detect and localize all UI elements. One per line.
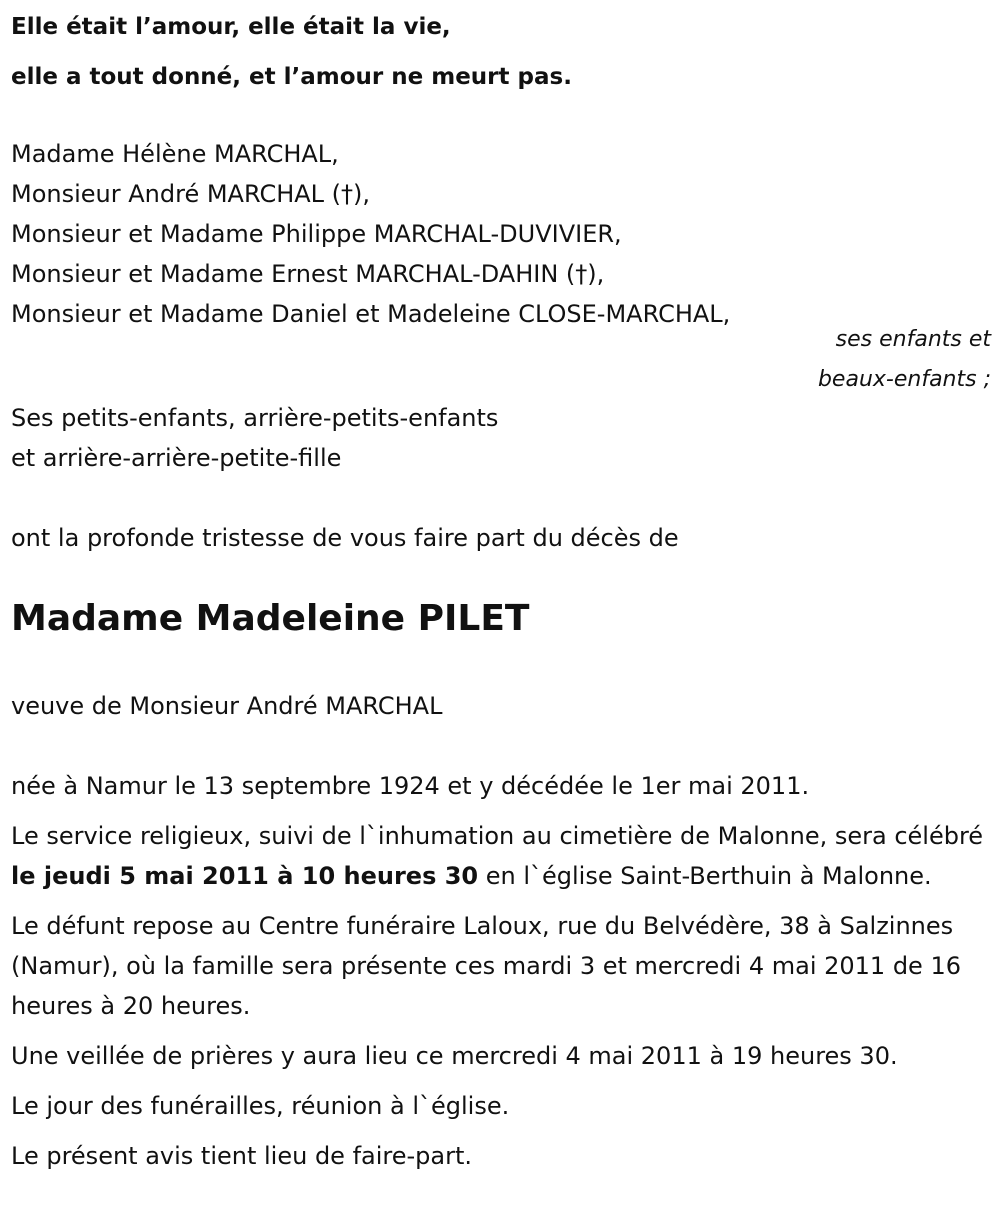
family-member: Monsieur et Madame Ernest MARCHAL-DAHIN (†), (11, 260, 605, 288)
family-member: Madame Hélène MARCHAL, (11, 140, 339, 168)
family-member: Monsieur et Madame Daniel et Madeleine CLOSE-MARCHAL, (11, 300, 731, 328)
grandchildren (11, 398, 498, 478)
grandchildren-line: Ses petits-enfants, arrière-petits-enfants (11, 404, 499, 432)
meeting-info: Le jour des funérailles, réunion à l`église. (11, 1092, 510, 1120)
viewing-info: Le défunt repose au Centre funéraire Laloux, rue du Belvédère, 38 à Salzinnes (Namur), où la famille sera présente ces mardi 3 et mercredi 4 mai 2011 de 16 heures à 20 heures. (11, 912, 961, 1020)
service-text: en l`église Saint-Berthuin à Malonne. (478, 862, 932, 890)
family-member: Monsieur André MARCHAL (†), (11, 180, 371, 208)
family-role (818, 320, 991, 400)
service-date: le jeudi 5 mai 2011 à 10 heures 30 (11, 862, 479, 890)
deceased-name: Madame Madeleine PILET (11, 598, 530, 639)
epigraph-line: Elle était l’amour, elle était la vie, (11, 14, 451, 40)
funeral-details (11, 766, 991, 1186)
family-role-line: beaux-enfants ; (817, 367, 991, 392)
grandchildren-line: et arrière-arrière-petite-fille (11, 444, 342, 472)
service-text: Le service religieux, suivi de l`inhumation au cimetière de Malonne, sera célébré (11, 822, 984, 850)
epigraph-line: elle a tout donné, et l’amour ne meurt pas. (11, 64, 572, 90)
notice-info: Le présent avis tient lieu de faire-part. (11, 1142, 473, 1170)
announcement-text: ont la profonde tristesse de vous faire part du décès de (11, 524, 679, 552)
service-info (11, 816, 991, 896)
family-role-line: ses enfants et (835, 327, 991, 352)
family-member: Monsieur et Madame Philippe MARCHAL-DUVIVIER, (11, 220, 622, 248)
family-list (11, 134, 730, 334)
widow-of: veuve de Monsieur André MARCHAL (11, 692, 443, 720)
vigil-info: Une veillée de prières y aura lieu ce mercredi 4 mai 2011 à 19 heures 30. (11, 1042, 898, 1070)
epigraph (11, 2, 572, 102)
birth-death: née à Namur le 13 septembre 1924 et y décédée le 1er mai 2011. (11, 772, 810, 800)
